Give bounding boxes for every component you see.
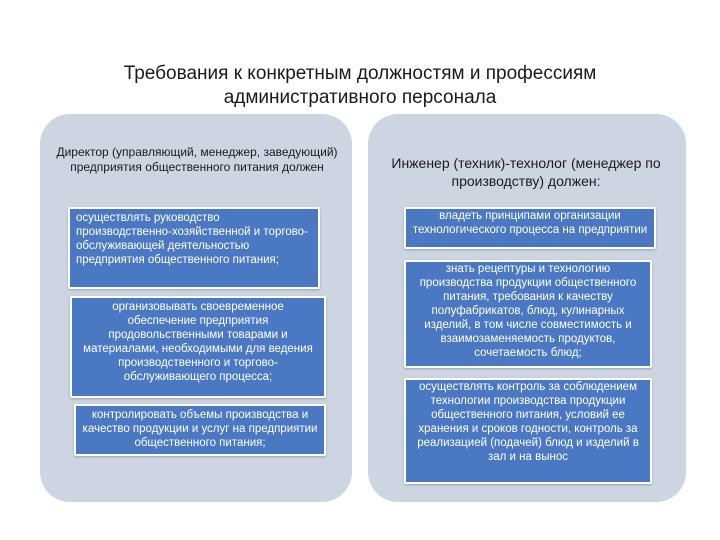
director-requirement-3: контролировать объемы производства и качество продукции и услуг на предприятии общественного питания; bbox=[74, 404, 326, 456]
director-requirement-1: осуществлять руководство производственно-хозяйственной и торгово-обслуживающей деятельностью предприятия общественного питания; bbox=[68, 207, 320, 289]
slide-title: Требования к конкретным должностям и профессиям административного персонала bbox=[123, 63, 597, 108]
engineer-requirement-1: владеть принципами организации технологического процесса на предприятии bbox=[404, 207, 656, 249]
director-requirement-2: организовывать своевременное обеспечение предприятия продовольственными товарами и материалами, необходимыми для ведения производственного и торгово-обслуживающего процесса; bbox=[70, 296, 326, 398]
director-header: Директор (управляющий, менеджер, заведующий) предприятия общественного питания должен bbox=[56, 145, 338, 174]
engineer-header: Инженер (техник)-технолог (менеджер по производству) должен: bbox=[391, 155, 661, 189]
engineer-requirement-2: знать рецептуры и технологию производства продукции общественного питания, требования к качеству полуфабрикатов, блюд, кулинарных изделий, в том числе совместимость и взаимозаменяемость продуктов, сочетаемость блюд; bbox=[404, 260, 652, 368]
engineer-requirement-3: осуществлять контроль за соблюдением технологии производства продукции общественного питания, условий ее хранения и сроков годности, контроль за реализацией (подачей) блюд и изделий в зал и на вынос bbox=[404, 378, 652, 484]
